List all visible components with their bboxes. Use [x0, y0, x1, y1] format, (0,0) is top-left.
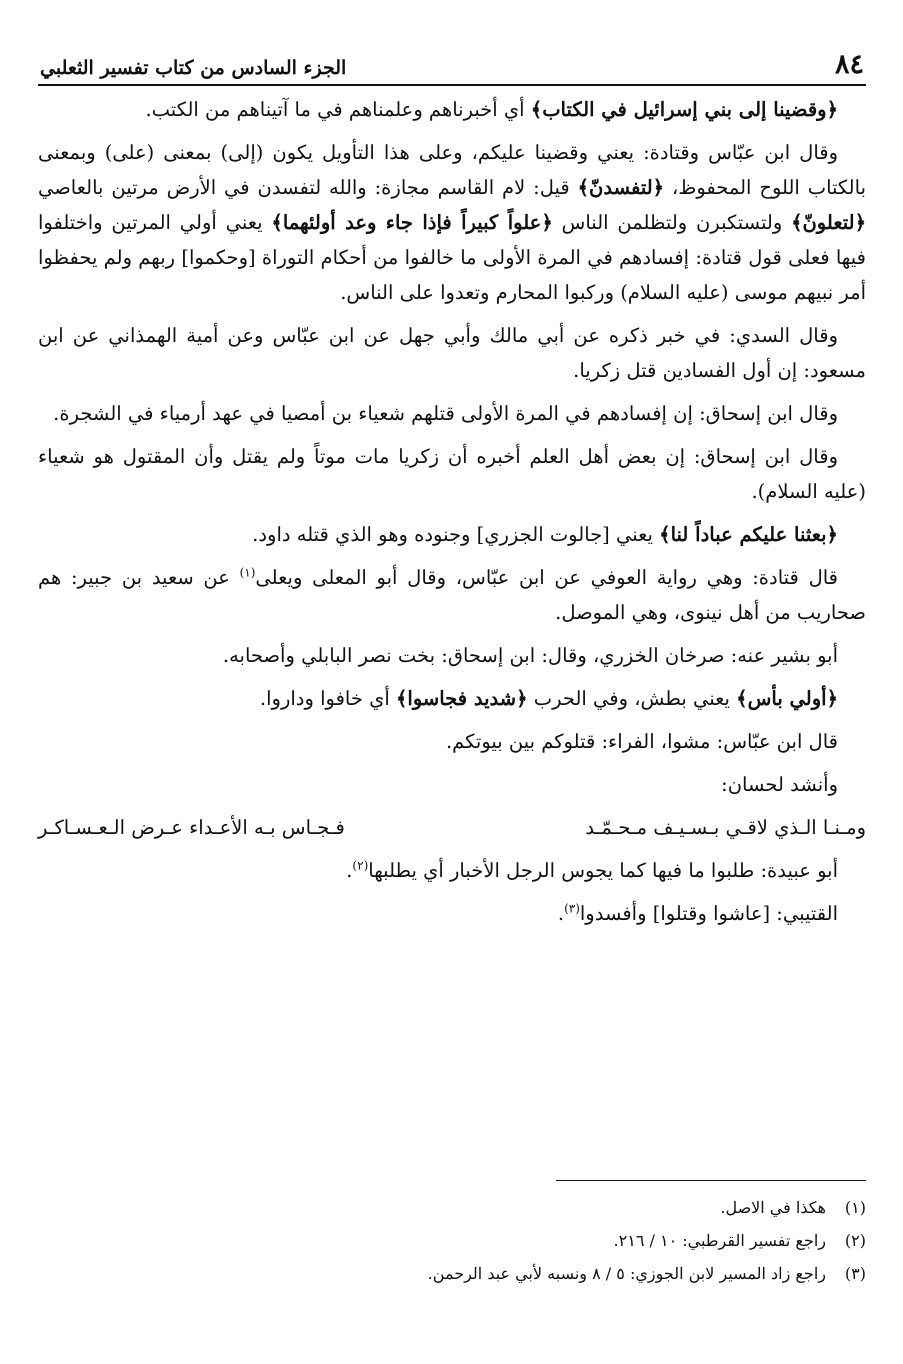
footnote-text: هكذا في الاصل. — [720, 1198, 826, 1217]
paragraph-text: قال قتادة: وهي رواية العوفي عن ابن عبّاس، وقال أبو المعلى ويعلى — [255, 566, 838, 589]
footnote-divider — [556, 1180, 866, 1181]
page-body — [38, 86, 866, 931]
paragraph-text: يعني [جالوت الجزري] وجنوده وهو الذي قتله داود. — [252, 523, 660, 546]
paragraph — [38, 681, 866, 716]
quran-quote: ﴿علواً كبيراً فإذا جاء وعد أولئهما﴾ — [271, 211, 553, 234]
page-header — [38, 38, 866, 86]
quran-quote: ﴿أولي بأس﴾ — [736, 687, 838, 710]
paragraph-text: يعني أولي المرتين واختلفوا فيها فعلى قول قتادة: إفسادهم في المرة الأولى ما خالفوا من أحكام التوراة [وحكموا] ربهم ولم يحفظوا أمر نبيهم موسى (عليه السلام) وركبوا المحارم وتعدوا على الناس. — [38, 211, 866, 304]
quran-quote: ﴿بعثنا عليكم عباداً لنا﴾ — [659, 523, 838, 546]
footnote-text: راجع زاد المسير لابن الجوزي: ٥ / ٨ ونسبه لأبي عبد الرحمن. — [427, 1264, 826, 1283]
paragraph — [38, 896, 866, 931]
paragraph — [38, 318, 866, 388]
footnote-ref: (٢) — [352, 858, 369, 873]
footnote — [38, 1257, 866, 1290]
footnote-ref: (١) — [239, 565, 256, 580]
running-title: الجزء السادس من كتاب تفسير الثعلبي — [40, 57, 347, 79]
footnote-number: (٣) — [844, 1264, 866, 1283]
paragraph-text: يعني بطش، وفي الحرب — [527, 687, 737, 710]
paragraph — [38, 517, 866, 552]
poetry-verse — [38, 810, 866, 845]
paragraph-text: القتيبي: [عاشوا وقتلوا] وأفسدوا — [579, 902, 838, 925]
footnote — [38, 1224, 866, 1257]
footnote-number: (١) — [844, 1198, 866, 1217]
paragraph-text: . — [346, 859, 353, 882]
paragraph — [38, 767, 866, 802]
paragraph-text: . — [557, 902, 565, 925]
book-page — [38, 38, 866, 1338]
paragraph — [38, 92, 866, 127]
footnote-text: راجع تفسير القرطبي: ١٠ / ٢١٦. — [613, 1231, 826, 1250]
footnote-list — [38, 1191, 866, 1290]
paragraph — [38, 439, 866, 509]
page-number: ٨٤ — [834, 49, 864, 80]
paragraph — [38, 724, 866, 759]
paragraph — [38, 638, 866, 673]
quran-quote: ﴿شديد فجاسوا﴾ — [395, 687, 528, 710]
paragraph-text: عن سعيد بن جبير: هم صحاريب من أهل نينوى، وهي الموصل. — [38, 566, 866, 624]
paragraph-text: ولتستكبرن ولتظلمن الناس — [552, 211, 792, 234]
footnote-ref: (٣) — [564, 901, 580, 916]
paragraph — [38, 396, 866, 431]
verse-second-hemistich: فـجـاس بـه الأعـداء عـرض الـعـسـاكـر — [38, 816, 345, 839]
paragraph-text: وقال السدي: في خبر ذكره عن أبي مالك وأبي جهل عن ابن عبّاس وعن أمية الهمذاني عن ابن مسعود: إن أول الفسادين قتل زكريا. — [38, 324, 866, 382]
footnote — [38, 1191, 866, 1224]
paragraph-text: وقال ابن عبّاس وقتادة: يعني وقضينا عليكم، وعلى هذا التأويل يكون (إلى) بمعنى (على) وبمعنى بالكتاب اللوح المحفوظ، — [38, 141, 866, 199]
footnote-number: (٢) — [844, 1231, 866, 1250]
paragraphs-after-verse — [38, 853, 866, 931]
paragraph-text: أي خافوا وداروا. — [259, 687, 396, 710]
paragraph-text: وقال ابن إسحاق: إن إفسادهم في المرة الأولى قتلهم شعياء بن أمصيا في عهد أرمياء في الشجرة. — [53, 402, 838, 425]
paragraph — [38, 135, 866, 310]
paragraph-text: وأنشد لحسان: — [721, 773, 838, 796]
quran-quote: ﴿وقضينا إلى بني إسرائيل في الكتاب﴾ — [530, 98, 838, 121]
paragraphs-before-verse — [38, 92, 866, 802]
paragraph-text: أي أخبرناهم وعلمناهم في ما آتيناهم من الكتب. — [145, 98, 531, 121]
quran-quote: ﴿لتفسدنّ﴾ — [577, 176, 665, 199]
paragraph — [38, 560, 866, 630]
verse-first-hemistich: ومـنـا الـذي لاقـي بـسـيـف مـحـمّـد — [585, 816, 866, 839]
paragraph-text: أبو بشير عنه: صرخان الخزري، وقال: ابن إسحاق: بخت نصر البابلي وأصحابه. — [222, 644, 838, 667]
quran-quote: ﴿لتعلونّ﴾ — [791, 211, 866, 234]
footnotes — [38, 1180, 866, 1290]
paragraph-text: قيل: لام القاسم مجازة: والله لتفسدن في الأرض مرتين بالعاصي — [38, 176, 578, 199]
paragraph-text: أبو عبيدة: طلبوا ما فيها كما يجوس الرجل الأخبار أي يطلبها — [368, 859, 838, 882]
paragraph-text: قال ابن عبّاس: مشوا، الفراء: قتلوكم بين بيوتكم. — [445, 730, 838, 753]
paragraph — [38, 853, 866, 888]
paragraph-text: وقال ابن إسحاق: إن بعض أهل العلم أخبره أن زكريا مات موتاً ولم يقتل وأن المقتول هو شعياء (عليه السلام). — [38, 445, 866, 503]
